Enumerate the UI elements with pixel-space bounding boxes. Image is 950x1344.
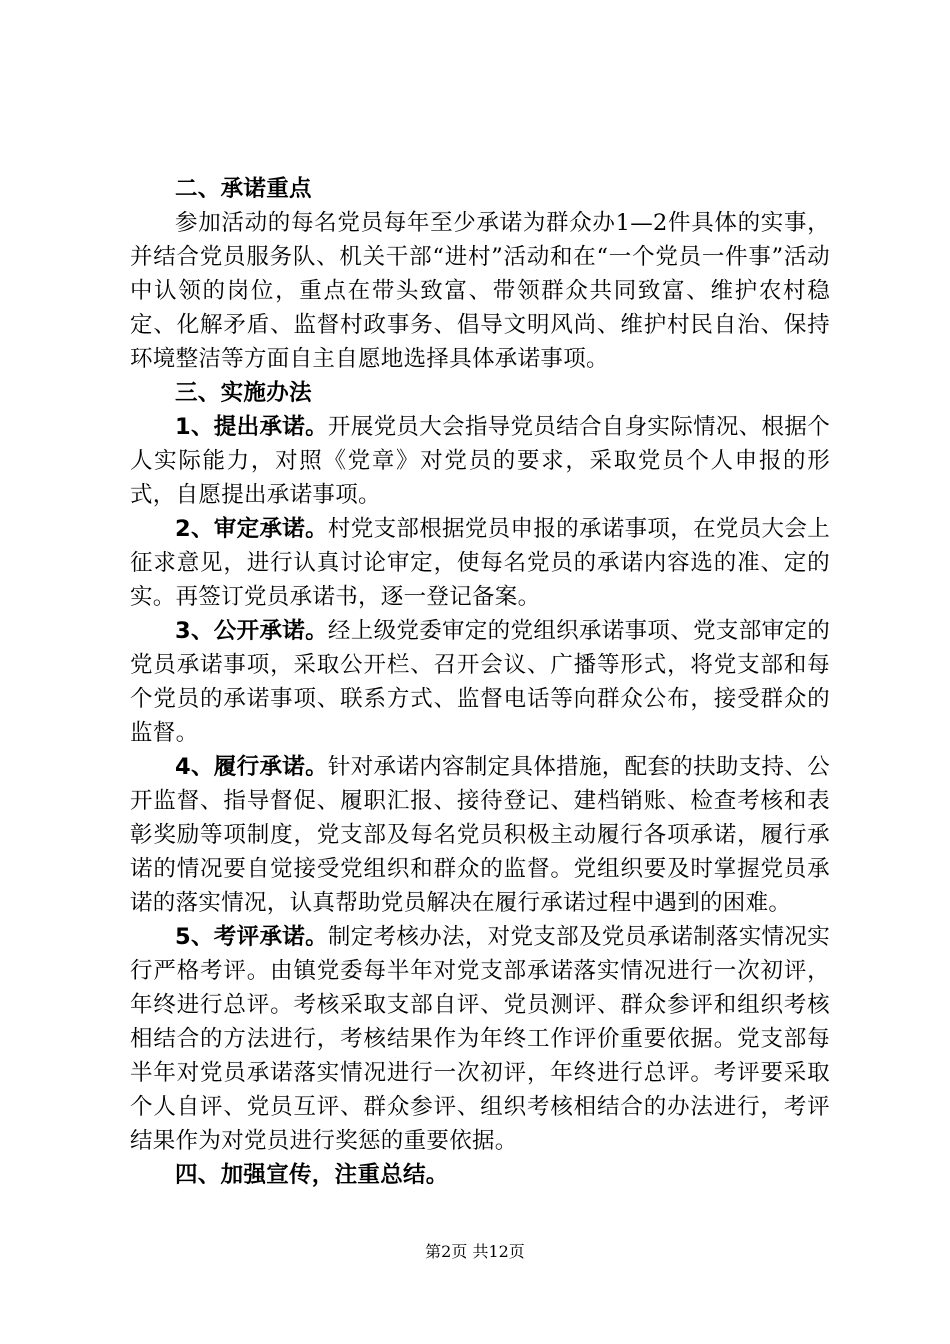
paragraph-fulfill-commitment <box>130 750 830 920</box>
section-heading-publicity: 四、加强宣传，注重总结。 <box>175 1162 449 1188</box>
paragraph-public-commitment <box>130 614 830 750</box>
item-lead: 4、履行承诺。 <box>175 754 328 780</box>
paragraph-review-commitment <box>130 512 830 614</box>
section-heading-commitment-focus: 二、承诺重点 <box>175 176 312 202</box>
item-lead: 3、公开承诺。 <box>175 618 328 644</box>
page-number-footer: 第2页 共12页 <box>425 1242 525 1261</box>
item-lead: 1、提出承诺。 <box>175 414 328 440</box>
paragraph-evaluate-commitment <box>130 920 830 1158</box>
section-heading-implementation: 三、实施办法 <box>175 380 312 406</box>
item-text: 开展党员大会指导党员结合自身实际情况、根据个人实际能力，对照《党章》对党员的要求，采取党员个人申报的形式，自愿提出承诺事项。 <box>130 414 830 508</box>
paragraph-commitment-focus: 参加活动的每名党员每年至少承诺为群众办1—2件具体的实事，并结合党员服务队、机关干部“进村”活动和在“一个党员一件事”活动中认领的岗位，重点在带头致富、带领群众共同致富、维护农村稳定、化解矛盾、监督村政事务、倡导文明风尚、维护村民自治、保持环境整洁等方面自主自愿地选择具体承诺事项。 <box>130 210 830 372</box>
item-text: 经上级党委审定的党组织承诺事项、党支部审定的党员承诺事项，采取公开栏、召开会议、广播等形式，将党支部和每个党员的承诺事项、联系方式、监督电话等向群众公布，接受群众的监督。 <box>130 618 830 746</box>
paragraph-propose-commitment <box>130 410 830 512</box>
item-lead: 2、审定承诺。 <box>175 516 328 542</box>
item-lead: 5、考评承诺。 <box>175 924 328 950</box>
item-text: 制定考核办法，对党支部及党员承诺制落实情况实行严格考评。由镇党委每半年对党支部承诺落实情况进行一次初评，年终进行总评。考核采取支部自评、党员测评、群众参评和组织考核相结合的方法进行，考核结果作为年终工作评价重要依据。党支部每半年对党员承诺落实情况进行一次初评，年终进行总评。考评要采取个人自评、党员互评、群众参评、组织考核相结合的办法进行，考评结果作为对党员进行奖惩的重要依据。 <box>130 924 830 1154</box>
item-text: 村党支部根据党员申报的承诺事项，在党员大会上征求意见，进行认真讨论审定，使每名党员的承诺内容选的准、定的实。再签订党员承诺书，逐一登记备案。 <box>130 516 830 610</box>
document-body <box>130 172 830 1192</box>
item-text: 针对承诺内容制定具体措施，配套的扶助支持、公开监督、指导督促、履职汇报、接待登记、建档销账、检查考核和表彰奖励等项制度，党支部及每名党员积极主动履行各项承诺，履行承诺的情况要自觉接受党组织和群众的监督。党组织要及时掌握党员承诺的落实情况，认真帮助党员解决在履行承诺过程中遇到的困难。 <box>130 754 830 916</box>
